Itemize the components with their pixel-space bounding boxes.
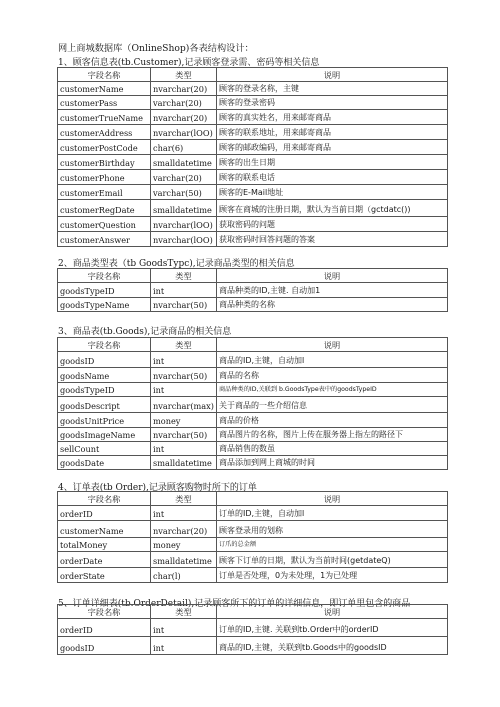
- field-name-cell: customerPostCode: [58, 140, 151, 155]
- type-cell: int: [151, 283, 217, 298]
- description-cell: 获取密码时回答问题的答案: [217, 232, 448, 247]
- table-row: [58, 200, 448, 217]
- field-name-cell: goodsTypeID: [58, 383, 151, 397]
- column-header: 字段名称: [58, 338, 151, 352]
- field-name-cell: totalMoney: [58, 538, 151, 552]
- table-row: [58, 442, 448, 456]
- type-cell: int: [151, 637, 217, 655]
- field-name-cell: sellCount: [58, 442, 151, 456]
- description-cell: 商品种类的ID,主键. 自动加1: [217, 283, 448, 298]
- field-name-cell: orderDate: [58, 552, 151, 568]
- section-title: 5、订单详细表(tb.OrderDetail),记录顾客所下的订单的详细信息，即订单里包含的商品: [58, 599, 411, 609]
- table-header-row: [58, 338, 448, 352]
- description-cell: 顾客的登录密码: [217, 96, 448, 110]
- document-title: 网上商城数据库（OnlineShop)各表结构设计：: [58, 43, 254, 54]
- type-cell: nvarchar(20): [151, 521, 217, 538]
- table-row: [58, 170, 448, 185]
- description-cell: 顾客的真实姓名，用来邮寄商品: [217, 110, 448, 125]
- column-header: 类型: [151, 338, 217, 352]
- table-row: [58, 368, 448, 383]
- description-cell: 商品的名称: [217, 368, 448, 383]
- field-name-cell: goodsDate: [58, 456, 151, 470]
- table-row: [58, 232, 448, 247]
- column-header: 说明: [217, 269, 448, 283]
- goods-table: [57, 337, 448, 470]
- section-title: 1、顾客信息表(tb.Customer),记录顾客登录需、密码等相关信息: [58, 58, 320, 68]
- column-header: 说明: [217, 68, 448, 82]
- field-name-cell: customerBirthday: [58, 155, 151, 170]
- type-cell: smalldatetime: [151, 155, 217, 170]
- field-name-cell: goodsImageName: [58, 428, 151, 442]
- type-cell: int: [151, 352, 217, 368]
- table-header-row: [58, 269, 448, 283]
- section-title: 2、商品类型表（tb GoodsTypc),记录商品类型的相关信息: [58, 259, 295, 269]
- field-name-cell: customerEmail: [58, 185, 151, 200]
- description-cell: 商品的ID,主键，自动加l: [217, 352, 448, 368]
- type-cell: nvarchar(50): [151, 368, 217, 383]
- description-cell: 顾客的联系地址，用来邮寄商品: [217, 125, 448, 140]
- field-name-cell: customerAddress: [58, 125, 151, 140]
- column-header: 字段名称: [58, 492, 151, 506]
- field-name-cell: customerPass: [58, 96, 151, 110]
- table-row: [58, 456, 448, 470]
- field-name-cell: customerQuestion: [58, 217, 151, 232]
- table-row: [58, 155, 448, 170]
- table-row: [58, 568, 448, 583]
- column-header: 字段名称: [58, 605, 151, 619]
- type-cell: nvarchar(lOO): [151, 232, 217, 247]
- field-name-cell: customerRegDate: [58, 200, 151, 217]
- column-header: 说明: [217, 338, 448, 352]
- description-cell: 顾客登录用的划称: [217, 521, 448, 538]
- description-cell: 商品的ID,主键，关联到tb.Goods中的goodsID: [217, 637, 448, 655]
- type-cell: nvarchar(20): [151, 110, 217, 125]
- description-cell: 顾客下订单的日期，默认为当前时间(getdateQ): [217, 552, 448, 568]
- description-cell: 订单是否处理，0为未处理，1为已处理: [217, 568, 448, 583]
- column-header: 说明: [217, 605, 448, 619]
- table-row: [58, 637, 448, 655]
- description-cell: 顾客在商城的注册日期，默认为当前日期（gctdatc()): [217, 200, 448, 217]
- field-name-cell: customerAnswer: [58, 232, 151, 247]
- column-header: 类型: [151, 605, 217, 619]
- table-row: [58, 283, 448, 298]
- type-cell: nvarchar(50): [151, 428, 217, 442]
- column-header: 字段名称: [58, 269, 151, 283]
- table-header-row: [58, 605, 448, 619]
- field-name-cell: orderID: [58, 619, 151, 637]
- field-name-cell: customerName: [58, 82, 151, 96]
- description-cell: 订爪的总金额: [217, 538, 448, 552]
- field-name-cell: orderState: [58, 568, 151, 583]
- field-name-cell: customerName: [58, 521, 151, 538]
- table-row: [58, 538, 448, 552]
- field-name-cell: goodsID: [58, 352, 151, 368]
- type-cell: int: [151, 619, 217, 637]
- description-cell: 顾客的出生日期: [217, 155, 448, 170]
- description-cell: 顾客的邮政编码，用来邮寄商品: [217, 140, 448, 155]
- type-cell: smalldatetime: [151, 456, 217, 470]
- table-row: [58, 506, 448, 521]
- table-row: [58, 428, 448, 442]
- section-title: 4、订单表(tb Order),记录顾客购物时所下的订单: [58, 483, 257, 493]
- type-cell: money: [151, 413, 217, 428]
- type-cell: varchar(20): [151, 170, 217, 185]
- description-cell: 商品种类的ID,关联到 b.GoodsType表中的goodsTypeID: [217, 383, 448, 397]
- field-name-cell: goodsTypeID: [58, 283, 151, 298]
- field-name-cell: goodsTypeName: [58, 298, 151, 312]
- column-header: 说明: [217, 492, 448, 506]
- field-name-cell: goodsName: [58, 368, 151, 383]
- column-header: 类型: [151, 492, 217, 506]
- type-cell: nvarchar(max): [151, 397, 217, 413]
- field-name-cell: orderID: [58, 506, 151, 521]
- description-cell: 商品添加到网上商城的时间: [217, 456, 448, 470]
- type-cell: char(6): [151, 140, 217, 155]
- field-name-cell: goodsDescript: [58, 397, 151, 413]
- column-header: 字段名称: [58, 68, 151, 82]
- type-cell: nvarchar(lOO): [151, 217, 217, 232]
- goods-type-table: [57, 268, 448, 312]
- type-cell: int: [151, 383, 217, 397]
- order-detail-table: [57, 604, 448, 655]
- type-cell: int: [151, 506, 217, 521]
- type-cell: varchar(50): [151, 185, 217, 200]
- field-name-cell: goodsUnitPrice: [58, 413, 151, 428]
- table-row: [58, 96, 448, 110]
- table-row: [58, 110, 448, 125]
- table-row: [58, 413, 448, 428]
- table-header-row: [58, 68, 448, 82]
- type-cell: smalldatetime: [151, 552, 217, 568]
- table-row: [58, 185, 448, 200]
- description-cell: 商品图片的名称，图片上传在服务器上指左的路径下: [217, 428, 448, 442]
- field-name-cell: customerTrueName: [58, 110, 151, 125]
- table-row: [58, 298, 448, 312]
- table-header-row: [58, 492, 448, 506]
- description-cell: 顾客的联系电话: [217, 170, 448, 185]
- description-cell: 订单的ID,主键，自动加l: [217, 506, 448, 521]
- table-row: [58, 352, 448, 368]
- table-row: [58, 140, 448, 155]
- description-cell: 获取密码的问题: [217, 217, 448, 232]
- table-row: [58, 619, 448, 637]
- type-cell: smalldatetime: [151, 200, 217, 217]
- description-cell: 订单的ID,主键. 关联到tb.Order中的orderID: [217, 619, 448, 637]
- type-cell: varchar(20): [151, 96, 217, 110]
- type-cell: nvarchar(50): [151, 298, 217, 312]
- column-header: 类型: [151, 68, 217, 82]
- description-cell: 商品销售的数虽: [217, 442, 448, 456]
- type-cell: char(l): [151, 568, 217, 583]
- field-name-cell: goodsID: [58, 637, 151, 655]
- customer-table: [57, 67, 448, 247]
- table-row: [58, 552, 448, 568]
- table-row: [58, 397, 448, 413]
- table-row: [58, 82, 448, 96]
- type-cell: int: [151, 442, 217, 456]
- type-cell: money: [151, 538, 217, 552]
- description-cell: 商品的价格: [217, 413, 448, 428]
- field-name-cell: customerPhone: [58, 170, 151, 185]
- description-cell: 商品种类的名称: [217, 298, 448, 312]
- section-title: 3、商品表(tb.Goods),记录商品的相关信息: [58, 327, 232, 337]
- type-cell: nvarchar(lOO): [151, 125, 217, 140]
- table-row: [58, 125, 448, 140]
- description-cell: 关于商品的一些介绍信息: [217, 397, 448, 413]
- table-row: [58, 217, 448, 232]
- table-row: [58, 383, 448, 397]
- column-header: 类型: [151, 269, 217, 283]
- description-cell: 顾客的E-Mail地址: [217, 185, 448, 200]
- description-cell: 顾客的登录名称，主键: [217, 82, 448, 96]
- table-row: [58, 521, 448, 538]
- type-cell: nvarchar(20): [151, 82, 217, 96]
- order-table: [57, 491, 448, 583]
